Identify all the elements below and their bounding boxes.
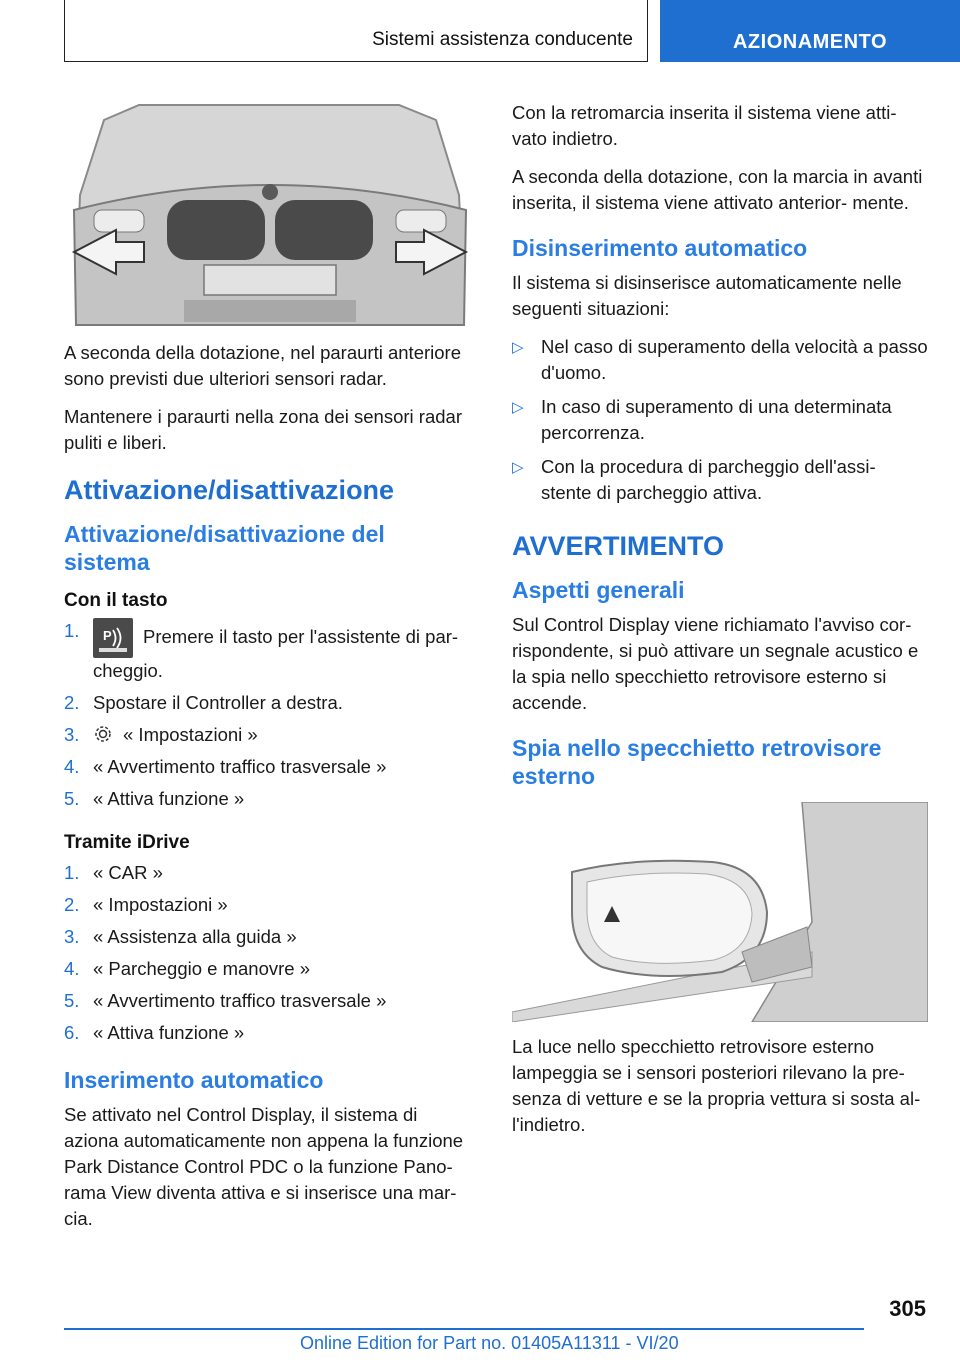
radar-clean-note: Mantenere i paraurti nella zona dei sensori radar puliti e liberi. bbox=[64, 406, 462, 453]
heading-general: Aspetti generali bbox=[512, 577, 685, 603]
step-number: 2. bbox=[64, 692, 80, 713]
step-text: « Impostazioni » bbox=[123, 724, 258, 745]
header-chapter-tab bbox=[660, 0, 960, 62]
footer-divider bbox=[64, 1328, 864, 1330]
step-number: 6. bbox=[64, 1022, 80, 1043]
heading-with-button: Con il tasto bbox=[64, 590, 168, 611]
triangle-bullet-icon: ▷ bbox=[512, 459, 524, 476]
list-item bbox=[64, 690, 476, 716]
step-text: « Attiva funzione » bbox=[93, 1022, 245, 1043]
heading-system-activation: Attivazione/disattivazione del sistema bbox=[64, 521, 385, 575]
step-number: 2. bbox=[64, 894, 80, 915]
gear-icon bbox=[93, 724, 113, 744]
triangle-bullet-icon: ▷ bbox=[512, 339, 524, 356]
step-text: « Attiva funzione » bbox=[93, 788, 245, 809]
step-number: 1. bbox=[64, 620, 80, 641]
auto-off-intro: Il sistema si disinserisce automaticamente nelle seguenti situazioni: bbox=[512, 272, 902, 319]
auto-on-text: Se attivato nel Control Display, il sistema di aziona automaticamente non appena la funzione Park Distance Control PDC o la funzione Pano- rama View diventa attiva e si inserisce una mar- cia. bbox=[64, 1104, 464, 1229]
header-section-title: Sistemi assistenza conducente bbox=[372, 29, 633, 50]
step-text: « Impostazioni » bbox=[93, 894, 228, 915]
general-text: Sul Control Display viene richiamato l'avviso cor- rispondente, si può attivare un segnale acustico e la spia nello specchietto retrovisore esterno si accende. bbox=[512, 614, 919, 713]
step-text: « Avvertimento traffico trasversale » bbox=[93, 990, 387, 1011]
list-item bbox=[64, 956, 476, 982]
list-item bbox=[64, 988, 476, 1014]
heading-idrive: Tramite iDrive bbox=[64, 832, 190, 853]
list-item bbox=[512, 334, 928, 386]
step-text: « CAR » bbox=[93, 862, 163, 883]
step-number: 4. bbox=[64, 756, 80, 777]
list-item bbox=[64, 754, 476, 780]
step-number: 3. bbox=[64, 724, 80, 745]
list-item bbox=[64, 722, 476, 748]
auto-off-list bbox=[512, 334, 928, 506]
park-assist-button-icon bbox=[93, 618, 133, 658]
list-item bbox=[64, 924, 476, 950]
step-number: 3. bbox=[64, 926, 80, 947]
bullet-text: Con la procedura di parcheggio dell'assi- stente di parcheggio attiva. bbox=[541, 456, 876, 503]
footer-edition: Online Edition for Part no. 01405A11311 - VI/20 bbox=[300, 1333, 679, 1353]
list-item bbox=[64, 860, 476, 886]
list-item bbox=[512, 394, 928, 446]
triangle-bullet-icon: ▷ bbox=[512, 399, 524, 416]
list-item bbox=[64, 1020, 476, 1046]
step-number: 4. bbox=[64, 958, 80, 979]
heading-activation: Attivazione/disattivazione bbox=[64, 475, 395, 505]
reverse-gear-text: Con la retromarcia inserita il sistema viene atti- vato indietro. bbox=[512, 102, 897, 149]
heading-auto-on: Inserimento automatico bbox=[64, 1067, 324, 1093]
heading-warning: AVVERTIMENTO bbox=[512, 531, 725, 561]
step-text: « Avvertimento traffico trasversale » bbox=[93, 756, 387, 777]
step-number: 5. bbox=[64, 788, 80, 809]
bullet-text: In caso di superamento di una determinata percorrenza. bbox=[541, 396, 892, 443]
heading-auto-off: Disinserimento automatico bbox=[512, 235, 808, 261]
mirror-caption: La luce nello specchietto retrovisore esterno lampeggia se i sensori posteriori rilevano la pre- senza di vetture e se la propria vettura si sosta al- l'indietro. bbox=[512, 1036, 921, 1135]
forward-gear-text: A seconda della dotazione, con la marcia in avanti inserita, il sistema viene attivato anterior- mente. bbox=[512, 166, 923, 213]
bullet-text: Nel caso di superamento della velocità a passo d'uomo. bbox=[541, 336, 928, 383]
car-front-radar-figure bbox=[64, 100, 476, 328]
idrive-steps-list bbox=[64, 860, 476, 1046]
list-item bbox=[64, 618, 476, 684]
step-number: 1. bbox=[64, 862, 80, 883]
page-number: 305 bbox=[889, 1296, 926, 1321]
list-item bbox=[64, 892, 476, 918]
side-mirror-figure bbox=[512, 802, 928, 1022]
step-text: « Parcheggio e manovre » bbox=[93, 958, 310, 979]
left-column bbox=[64, 100, 476, 1244]
list-item bbox=[512, 454, 928, 506]
right-column bbox=[512, 100, 928, 1150]
button-steps-list bbox=[64, 618, 476, 812]
list-item bbox=[64, 786, 476, 812]
header-section-box bbox=[64, 0, 648, 62]
step-text: « Assistenza alla guida » bbox=[93, 926, 297, 947]
svg-text:P: P bbox=[103, 628, 112, 643]
header-chapter-title: AZIONAMENTO bbox=[732, 31, 887, 53]
step-text: Spostare il Controller a destra. bbox=[93, 692, 343, 713]
step-text: Premere il tasto per l'assistente di par- cheggio. bbox=[93, 625, 459, 681]
step-number: 5. bbox=[64, 990, 80, 1011]
heading-mirror-light: Spia nello specchietto retrovisore esterno bbox=[512, 735, 882, 789]
radar-caption: A seconda della dotazione, nel paraurti anteriore sono previsti due ulteriori sensori radar. bbox=[64, 342, 461, 389]
